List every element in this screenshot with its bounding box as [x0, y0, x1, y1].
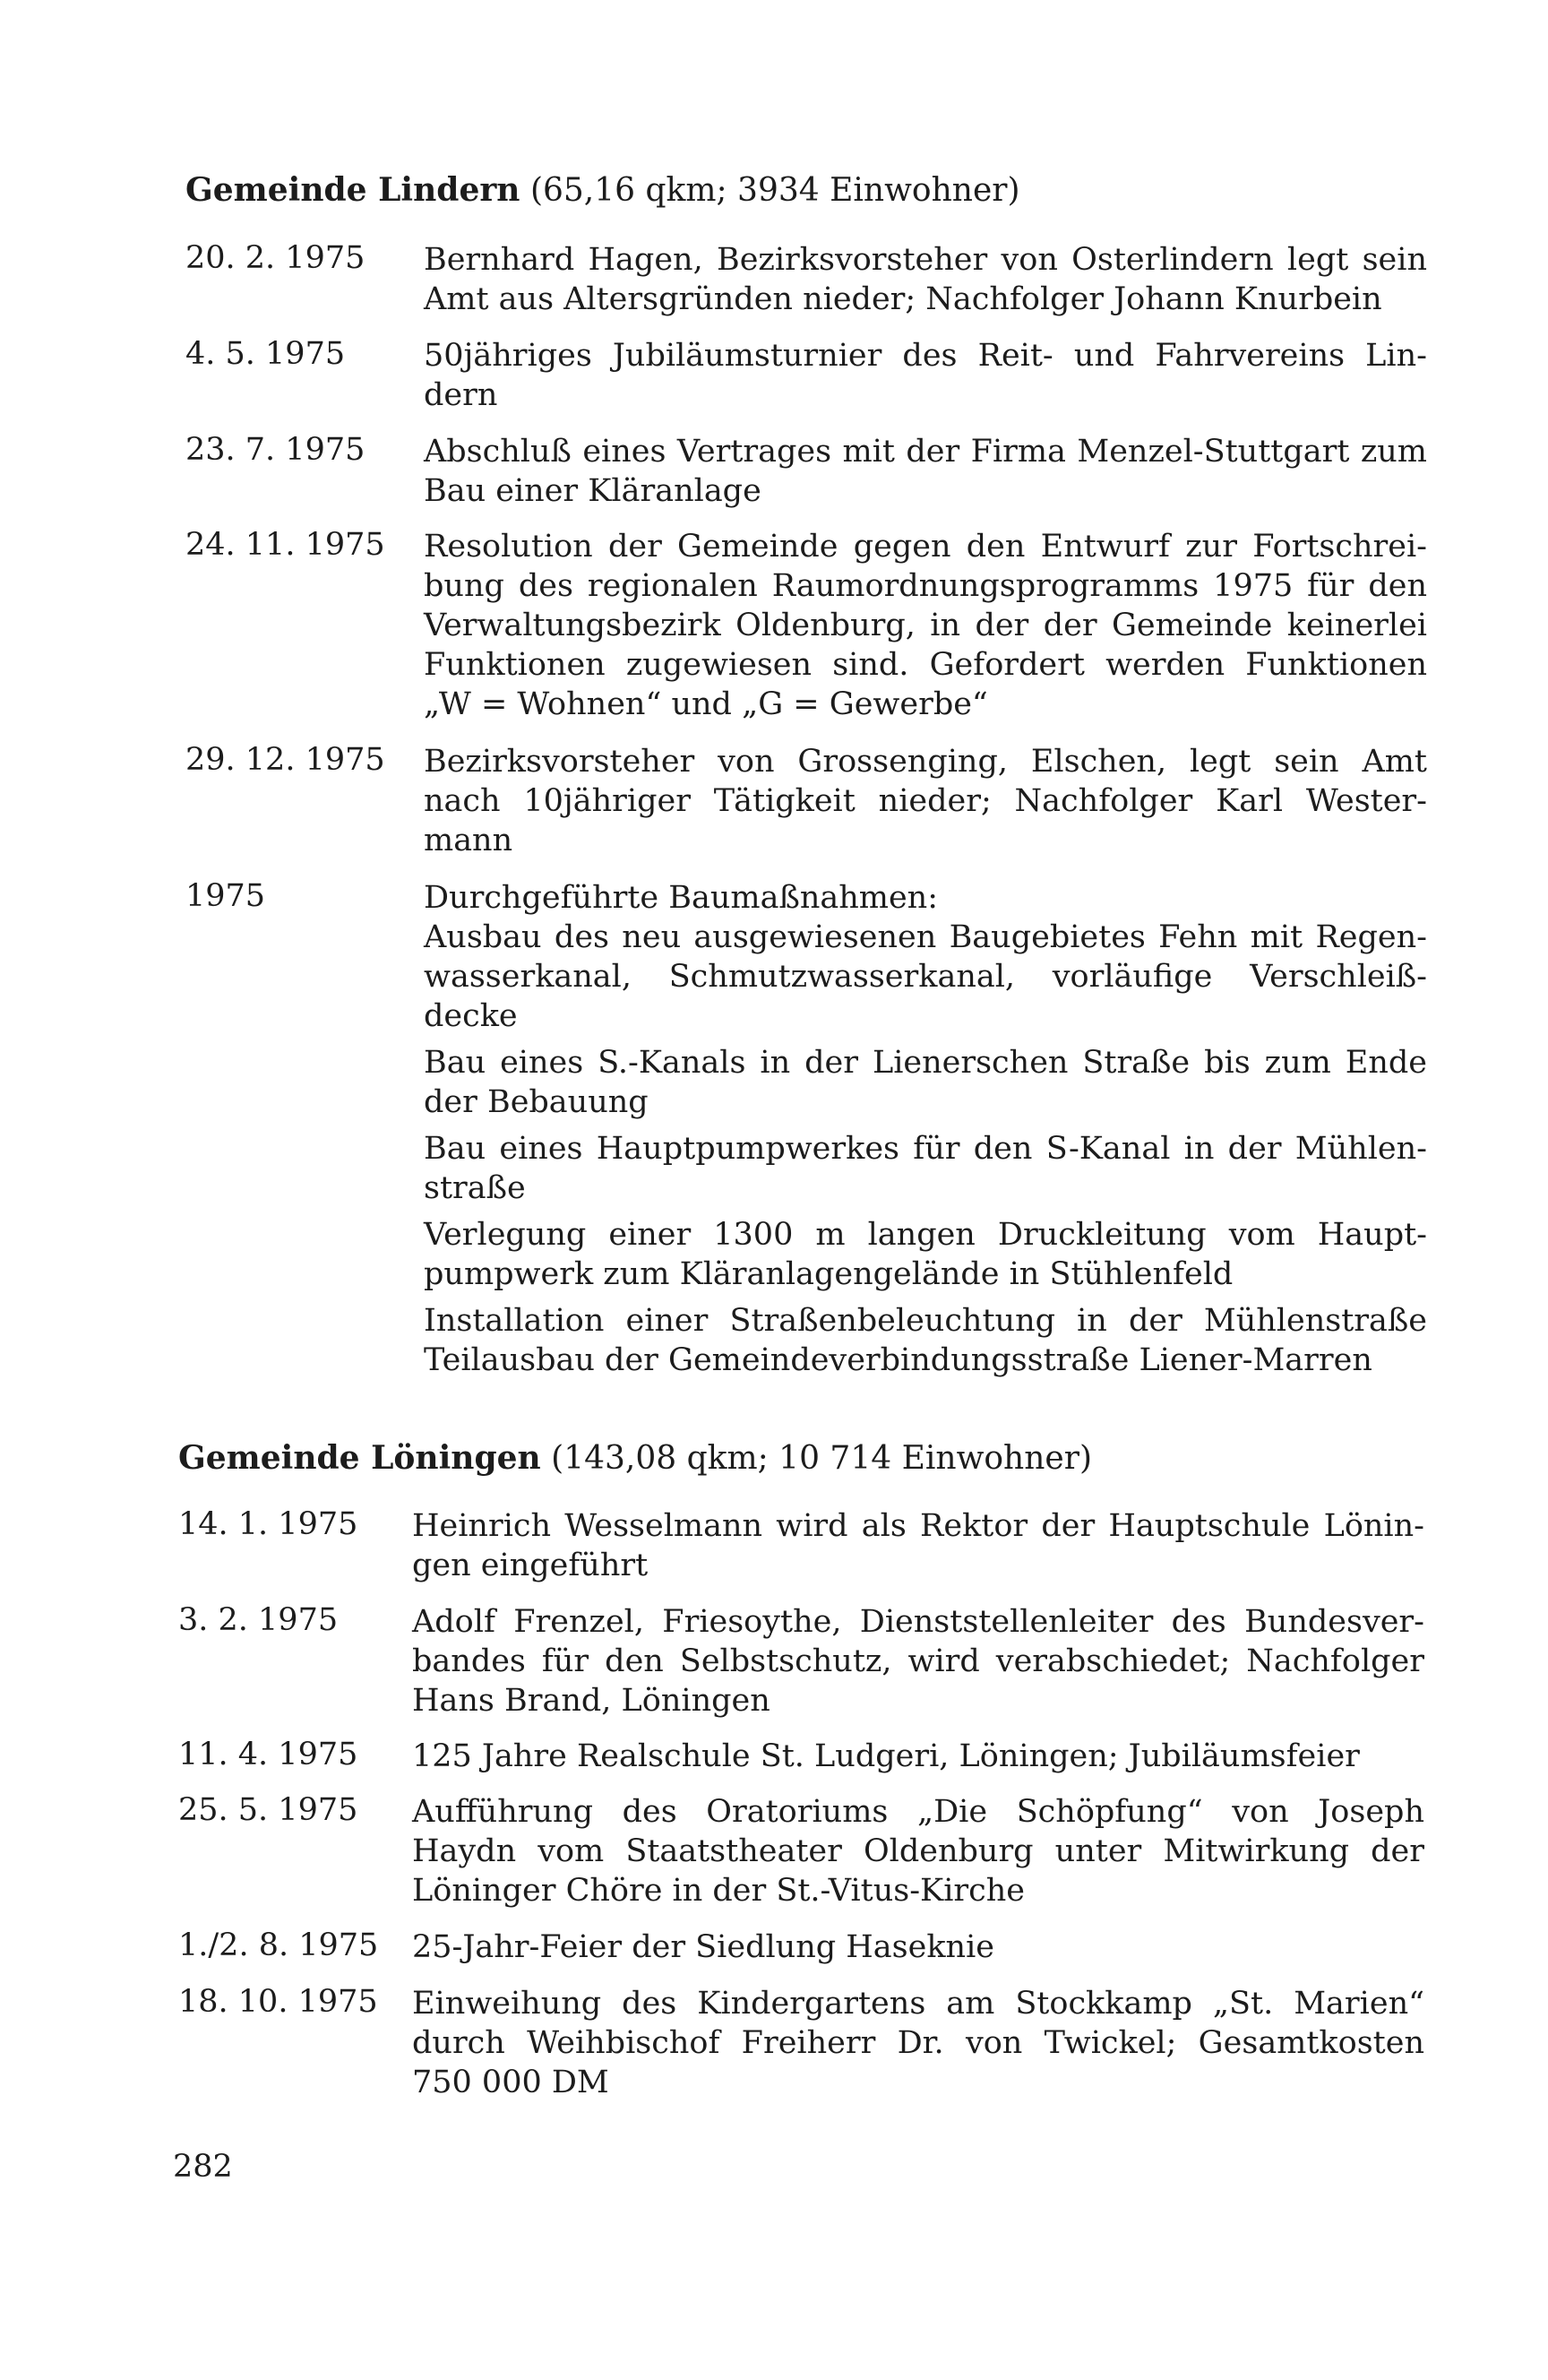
entry-text	[412, 1602, 1424, 1720]
text-line: Adolf Frenzel, Friesoythe, Dienststellenleiter des Bundesver-	[412, 1604, 1424, 1640]
entry-text	[424, 878, 1427, 1380]
entry-date: 1975	[185, 878, 266, 914]
heading-name: Gemeinde Löningen	[178, 1439, 541, 1477]
entry-date: 23. 7. 1975	[185, 432, 366, 468]
text-line: bung des regionalen Raumordnungsprogramms 1975 für den	[424, 568, 1427, 604]
text-line: mann	[424, 823, 513, 858]
text-line: 25-Jahr-Feier der Siedlung Haseknie	[412, 1929, 994, 1965]
entry-text	[424, 432, 1427, 511]
text-line: Amt aus Altersgründen nieder; Nachfolger Johann Knurbein	[424, 281, 1382, 317]
text-line: Bau eines S.-Kanals in der Lienerschen Straße bis zum Ende	[424, 1045, 1427, 1081]
entry-date: 1./2. 8. 1975	[178, 1927, 379, 1963]
text-line: Bau eines Hauptpumpwerkes für den S-Kanal in der Mühlen-	[424, 1131, 1427, 1167]
text-line: Verlegung einer 1300 m langen Druckleitung vom Haupt-	[424, 1217, 1427, 1253]
entry-date: 3. 2. 1975	[178, 1602, 339, 1638]
entry-date: 29. 12. 1975	[185, 742, 385, 778]
measure-item	[424, 1215, 1427, 1294]
entry-date: 14. 1. 1975	[178, 1506, 358, 1542]
entry-text	[424, 336, 1427, 415]
entry-date: 4. 5. 1975	[185, 336, 346, 372]
text-line: Installation einer Straßenbeleuchtung in der Mühlenstraße	[424, 1303, 1427, 1339]
entry-date: 24. 11. 1975	[185, 527, 385, 563]
entry-text	[424, 527, 1427, 724]
measure-item	[424, 918, 1427, 1036]
section-heading-loeningen	[178, 1438, 1092, 1479]
entry-text	[412, 1927, 1424, 1967]
text-line: Hans Brand, Löningen	[412, 1683, 770, 1719]
entry-date: 20. 2. 1975	[185, 240, 366, 276]
text-line: 750 000 DM	[412, 2065, 609, 2100]
heading-info: (65,16 qkm; 3934 Einwohner)	[529, 172, 1020, 209]
page-number: 282	[173, 2149, 233, 2185]
text-line: Ausbau des neu ausgewiesenen Baugebietes Fehn mit Regen-	[424, 919, 1427, 955]
text-line: der Bebauung	[424, 1084, 649, 1120]
entry-text	[412, 1984, 1424, 2102]
entry-date: 18. 10. 1975	[178, 1984, 378, 2020]
text-line: Abschluß eines Vertrages mit der Firma Menzel-Stuttgart zum	[424, 434, 1427, 470]
entry-text	[424, 240, 1427, 319]
measure-item	[424, 1043, 1427, 1122]
text-line: Löninger Chöre in der St.-Vitus-Kirche	[412, 1873, 1025, 1909]
text-line: dern	[424, 377, 498, 413]
text-line: Heinrich Wesselmann wird als Rektor der Hauptschule Lönin-	[412, 1508, 1424, 1544]
text-line: straße	[424, 1170, 526, 1206]
text-line: Resolution der Gemeinde gegen den Entwurf zur Fortschrei-	[424, 529, 1427, 565]
text-line: nach 10jähriger Tätigkeit nieder; Nachfolger Karl Wester-	[424, 783, 1427, 819]
entry-text	[412, 1737, 1424, 1776]
entry-date: 25. 5. 1975	[178, 1792, 358, 1828]
measure-item	[424, 1301, 1427, 1380]
entry-text	[412, 1792, 1424, 1910]
text-line: wasserkanal, Schmutzwasserkanal, vorläufige Verschleiß-	[424, 959, 1427, 995]
section-heading-lindern	[185, 170, 1020, 211]
text-line: Teilausbau der Gemeindeverbindungsstraße Liener-Marren	[424, 1342, 1372, 1378]
text-line: decke	[424, 998, 518, 1034]
measure-item	[424, 1129, 1427, 1208]
text-line: Bau einer Kläranlage	[424, 473, 761, 509]
text-line: Aufführung des Oratoriums „Die Schöpfung“ von Joseph	[412, 1794, 1424, 1830]
text-line: 50jähriges Jubiläumsturnier des Reit- und Fahrvereins Lin-	[424, 338, 1427, 374]
text-line: Haydn vom Staatstheater Oldenburg unter Mitwirkung der	[412, 1833, 1424, 1869]
text-line: bandes für den Selbstschutz, wird verabschiedet; Nachfolger	[412, 1643, 1424, 1679]
text-line: „W = Wohnen“ und „G = Gewerbe“	[424, 686, 988, 722]
text-line: Verwaltungsbezirk Oldenburg, in der der Gemeinde keinerlei	[424, 608, 1427, 643]
entry-date: 11. 4. 1975	[178, 1737, 358, 1772]
text-line: pumpwerk zum Kläranlagengelände in Stühlenfeld	[424, 1256, 1234, 1292]
text-line: Einweihung des Kindergartens am Stockkamp „St. Marien“	[412, 1986, 1424, 2022]
entry-text	[424, 742, 1427, 860]
entry-text	[412, 1506, 1424, 1585]
text-line: durch Weihbischof Freiherr Dr. von Twickel; Gesamtkosten	[412, 2025, 1424, 2061]
heading-info: (143,08 qkm; 10 714 Einwohner)	[551, 1440, 1092, 1477]
entry-intro: Durchgeführte Baumaßnahmen:	[424, 880, 939, 916]
text-line: 125 Jahre Realschule St. Ludgeri, Löningen; Jubiläumsfeier	[412, 1738, 1360, 1774]
text-line: gen eingeführt	[412, 1548, 649, 1583]
heading-name: Gemeinde Lindern	[185, 171, 520, 209]
text-line: Bezirksvorsteher von Grossenging, Elschen, legt sein Amt	[424, 744, 1427, 780]
text-line: Bernhard Hagen, Bezirksvorsteher von Osterlindern legt sein	[424, 242, 1427, 278]
text-line: Funktionen zugewiesen sind. Gefordert werden Funktionen	[424, 647, 1427, 683]
